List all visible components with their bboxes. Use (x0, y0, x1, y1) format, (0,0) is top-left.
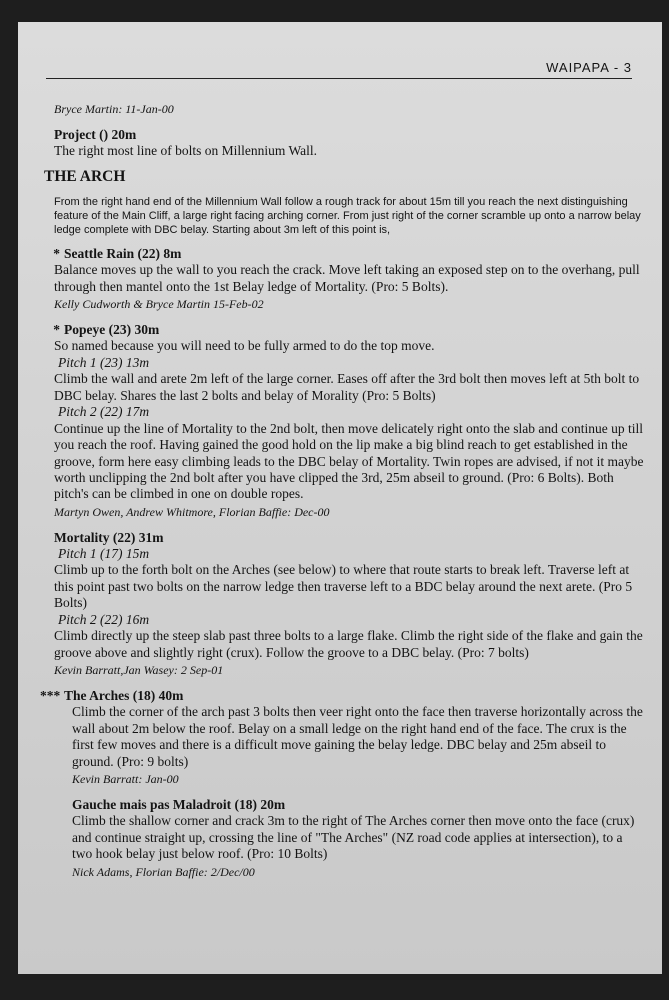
pitch-description: Climb directly up the steep slab past three bolts to a large flake. Climb the right side of the flake and gain the groove above and slightly right (crux). Follow the groove to a DBC belay. (Pro: 7 bolts) (54, 628, 643, 660)
route-credit: Kelly Cudworth & Bryce Martin 15-Feb-02 (54, 297, 264, 312)
top-credit: Bryce Martin: 11-Jan-00 (54, 102, 174, 116)
route-heading (40, 322, 646, 338)
pitch-label: Pitch 2 (22) 17m (58, 404, 150, 420)
pitch-description: Climb the wall and arete 2m left of the large corner. Eases off after the 3rd bolt then moves left at 5th bolt to DBC belay. Shares the last 2 bolts and belay of Morality (Pro: 5 Bolts) (54, 371, 640, 403)
route-description: Balance moves up the wall to you reach the crack. Move left taking an exposed step on to the overhang, pull through then mantel onto the 1st Belay ledge of Mortality. (Pro: 5 Bolts). (54, 262, 640, 294)
route-seattle-rain (40, 246, 646, 312)
route-credit: Kevin Barratt,Jan Wasey: 2 Sep-01 (54, 663, 224, 678)
route-heading (40, 688, 646, 704)
star-rating: *** (40, 687, 61, 703)
route-credit: Martyn Owen, Andrew Whitmore, Florian Baffie: Dec-00 (54, 504, 330, 519)
route-gauche-mais-pas-maladroit (40, 797, 646, 880)
route-title: Mortality (22) 31m (54, 529, 164, 545)
route-credit: Kevin Barratt: Jan-00 (72, 772, 179, 787)
route-project (40, 127, 646, 160)
star-rating: * (53, 245, 60, 261)
section-intro: From the right hand end of the Millennium Wall follow a rough track for about 15m till you reach the next distinguishing feature of the Main Cliff, a large right facing arching corner. From just right of the corner scramble up onto a narrow belay ledge complete with DBC belay. Starting about 3m left of this point is, (54, 196, 641, 236)
pitch-label: Pitch 1 (23) 13m (58, 354, 150, 370)
section-title: THE ARCH (44, 167, 126, 185)
route-description: Climb the shallow corner and crack 3m to the right of The Arches corner then move onto the face (crux) and continue straight up, crossing the line of "The Arches" (NZ road code applies at intersection), to a two hook belay just below roof. (Pro: 10 Bolts) (72, 813, 635, 862)
route-description: Climb the corner of the arch past 3 bolts then veer right onto the face then traverse horizontally across the wall about 2m below the roof. Belay on a small ledge on the right hand end of the face. The crux is the first few moves and there is a difficult move gaining the belay ledge. DBC belay and 25m abseil to ground. (Pro: 9 bolts) (72, 704, 643, 769)
route-popeye (40, 322, 646, 520)
page-header: WAIPAPA - 3 (546, 60, 632, 75)
pitch-description: Climb up to the forth bolt on the Arches (see below) to where that route starts to break left. Traverse left at this point past two bolts on the narrow ledge then traverse left to a BDC belay around the next arete. (Pro 5 Bolts) (54, 562, 633, 611)
route-mortality (40, 530, 646, 678)
route-title: The Arches (18) 40m (64, 687, 184, 703)
route-title: Seattle Rain (22) 8m (64, 245, 182, 261)
page-content (40, 96, 646, 889)
route-description: So named because you will need to be fully armed to do the top move. (54, 338, 435, 354)
pitch-description: Continue up the line of Mortality to the 2nd bolt, then move delicately right onto the slab and continue up till you reach the roof. Having gained the good hold on the lip make a big blind reach to get established in the groove, form here easy climbing leads to the DBC belay of Mortality. Twin ropes are advised, if not it maybe worth unclipping the 2nd bolt after you have clipped the 3rd, 25m abseil to ground. (Pro: 6 Bolts). Both pitch's can be climbed in one on double ropes. (54, 420, 644, 502)
pitch-label: Pitch 2 (22) 16m (58, 611, 150, 627)
route-title: Popeye (23) 30m (64, 321, 160, 337)
guidebook-page (18, 22, 662, 974)
route-the-arches (40, 688, 646, 787)
route-credit: Nick Adams, Florian Baffie: 2/Dec/00 (72, 864, 255, 879)
route-heading (40, 246, 646, 262)
route-title: Gauche mais pas Maladroit (18) 20m (72, 796, 286, 812)
star-rating: * (53, 321, 60, 337)
header-rule (46, 78, 632, 79)
route-description: The right most line of bolts on Millennium Wall. (54, 143, 318, 159)
route-title: Project () 20m (54, 126, 137, 142)
pitch-label: Pitch 1 (17) 15m (58, 546, 150, 561)
